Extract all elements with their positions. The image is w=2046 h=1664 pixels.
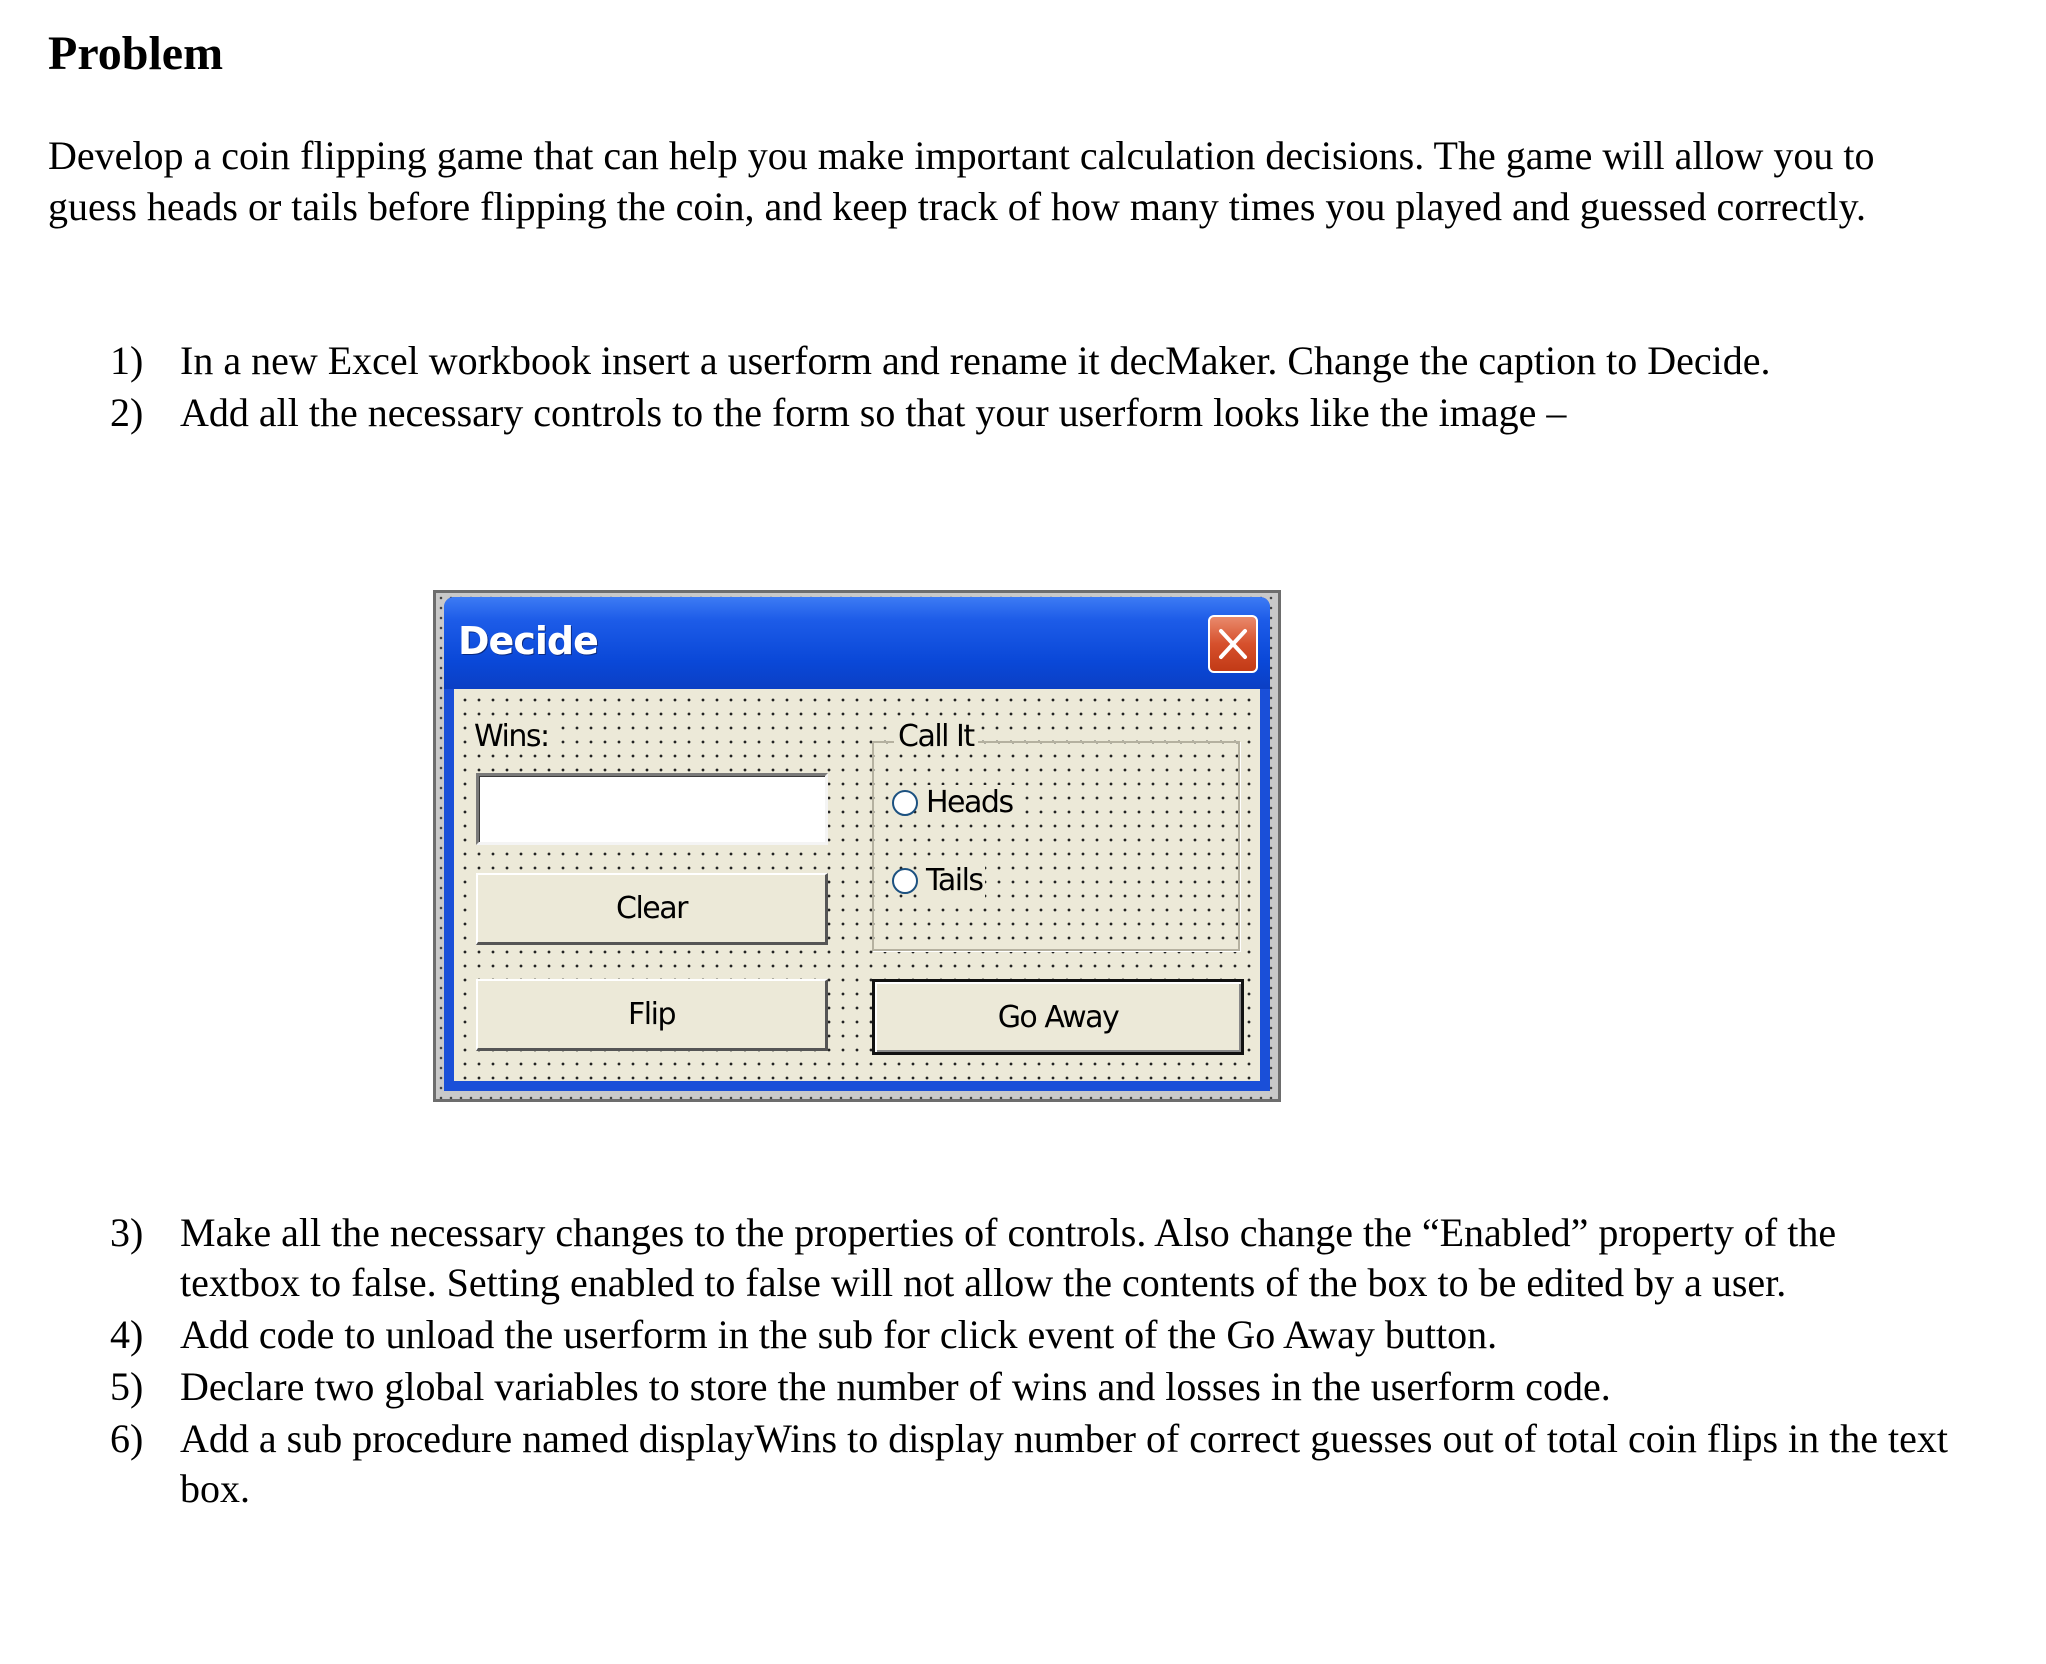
list-item-text: Declare two global variables to store the number of wins and losses in the userform code. (180, 1364, 1611, 1409)
list-item (110, 1310, 1950, 1360)
list-item-text: Add a sub procedure named displayWins to display number of correct guesses out of total coin flips in the text box. (180, 1416, 1948, 1511)
list-item-number: 2) (110, 390, 144, 435)
document-heading: Problem (48, 27, 224, 80)
list-item (110, 1362, 1950, 1412)
list-item (110, 1414, 1950, 1514)
call-it-frame-caption: Call It (894, 719, 978, 754)
flip-button-label: Flip (628, 997, 675, 1032)
close-button[interactable] (1208, 615, 1258, 673)
list-item-number: 1) (110, 338, 144, 383)
wins-textbox[interactable] (476, 773, 828, 845)
steps-list-before-image (110, 336, 1950, 440)
list-item (110, 336, 1950, 386)
userform-titlebar (444, 597, 1270, 689)
list-item-number: 6) (110, 1416, 144, 1461)
list-item-text: Add all the necessary controls to the form so that your userform looks like the image – (180, 390, 1567, 435)
clear-button-label: Clear (616, 891, 687, 926)
heads-radio-icon[interactable] (892, 790, 918, 816)
flip-button[interactable] (476, 979, 828, 1051)
list-item-text: Make all the necessary changes to the properties of controls. Also change the “Enabled” property of the textbox to false. Setting enabled to false will not allow the contents of the box to be edited by a user. (180, 1210, 1837, 1305)
go-away-button-label: Go Away (997, 999, 1119, 1035)
list-item-number: 5) (110, 1364, 144, 1409)
userform-design-canvas (433, 590, 1281, 1102)
list-item-number: 3) (110, 1210, 144, 1255)
list-item (110, 1208, 1950, 1308)
heads-option[interactable] (892, 785, 1015, 820)
list-item-number: 4) (110, 1312, 144, 1357)
userform-title: Decide (458, 619, 598, 663)
call-it-frame (872, 741, 1240, 951)
tails-radio-icon[interactable] (892, 868, 918, 894)
list-item (110, 388, 1950, 438)
intro-paragraph: Develop a coin flipping game that can help you make important calculation decisions. The game will allow you to guess heads or tails before flipping the coin, and keep track of how many times you played and guessed correctly. (48, 133, 1875, 229)
clear-button[interactable] (476, 873, 828, 945)
tails-option[interactable] (892, 863, 985, 898)
wins-label: Wins: (470, 719, 553, 754)
heads-option-label: Heads (926, 785, 1013, 820)
list-item-text: In a new Excel workbook insert a userform and rename it decMaker. Change the caption to Decide. (180, 338, 1771, 383)
steps-list-after-image (110, 1208, 1950, 1516)
list-item-text: Add code to unload the userform in the sub for click event of the Go Away button. (180, 1312, 1498, 1357)
tails-option-label: Tails (926, 863, 983, 898)
go-away-button[interactable] (872, 979, 1244, 1055)
userform-window (444, 597, 1270, 1091)
close-icon (1217, 627, 1249, 661)
userform-client-area (454, 689, 1260, 1081)
